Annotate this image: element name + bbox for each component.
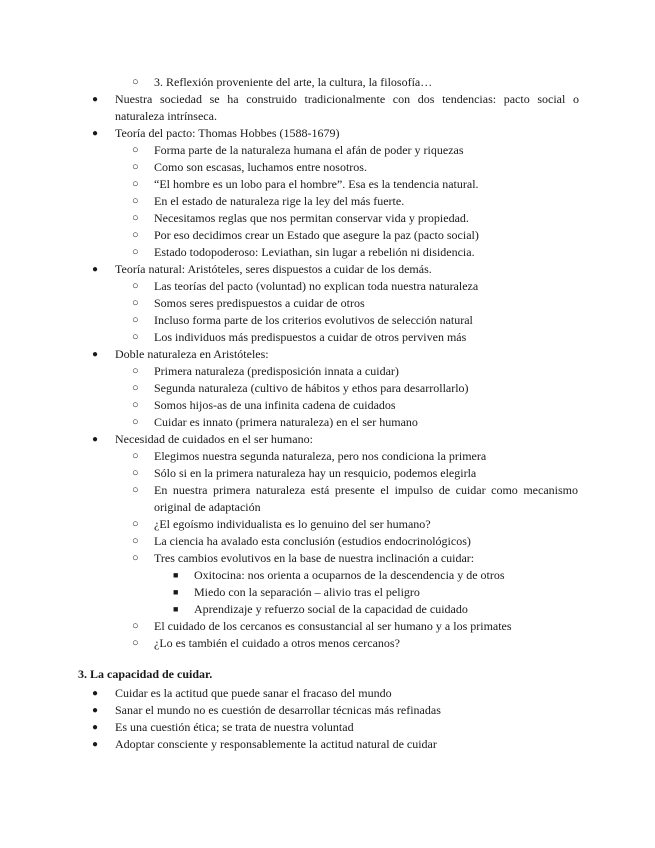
list-item-level-2 bbox=[0, 618, 578, 635]
list-item-text: Somos seres predispuestos a cuidar de otros bbox=[154, 296, 365, 310]
hollow-bullet-icon: ○ bbox=[132, 161, 139, 173]
list-item-text: ¿El egoísmo individualista es lo genuino del ser humano? bbox=[154, 517, 431, 531]
list-item-level-2 bbox=[0, 397, 578, 414]
filled-bullet-icon: ● bbox=[92, 94, 99, 105]
hollow-bullet-icon: ○ bbox=[132, 484, 139, 496]
hollow-bullet-icon: ○ bbox=[132, 212, 139, 224]
list-item-level-2 bbox=[0, 278, 578, 295]
list-item-level-3 bbox=[0, 601, 578, 618]
hollow-bullet-icon: ○ bbox=[132, 450, 139, 462]
list-item-level-2 bbox=[0, 516, 578, 533]
list-item-level-1 bbox=[0, 685, 579, 702]
hollow-bullet-icon: ○ bbox=[132, 637, 139, 649]
list-item-text: Segunda naturaleza (cultivo de hábitos y ethos para desarrollarlo) bbox=[154, 381, 469, 395]
list-item-text: En nuestra primera naturaleza está presente el impulso de cuidar como mecanismo original de adaptación bbox=[154, 483, 578, 514]
list-item-level-1 bbox=[0, 719, 579, 736]
list-item-level-2 bbox=[0, 414, 578, 431]
list-item-level-1 bbox=[0, 736, 579, 753]
list-item-text: Primera naturaleza (predisposición innata a cuidar) bbox=[154, 364, 399, 378]
outline-list bbox=[0, 74, 655, 652]
hollow-bullet-icon: ○ bbox=[132, 297, 139, 309]
hollow-bullet-icon: ○ bbox=[132, 331, 139, 343]
list-item-text: Somos hijos-as de una infinita cadena de cuidados bbox=[154, 398, 396, 412]
filled-bullet-icon: ● bbox=[92, 705, 99, 716]
list-item-level-2 bbox=[0, 380, 578, 397]
list-item-text: El cuidado de los cercanos es consustancial al ser humano y a los primates bbox=[154, 619, 512, 633]
filled-bullet-icon: ● bbox=[92, 739, 99, 750]
list-item-level-2 bbox=[0, 295, 578, 312]
hollow-bullet-icon: ○ bbox=[132, 518, 139, 530]
hollow-bullet-icon: ○ bbox=[132, 229, 139, 241]
list-item-level-2 bbox=[0, 193, 578, 210]
hollow-bullet-icon: ○ bbox=[132, 314, 139, 326]
list-item-text: Teoría del pacto: Thomas Hobbes (1588-1679) bbox=[115, 126, 340, 140]
list-item-level-3 bbox=[0, 584, 578, 601]
list-item-text: Teoría natural: Aristóteles, seres dispuestos a cuidar de los demás. bbox=[115, 262, 432, 276]
square-bullet-icon: ■ bbox=[173, 570, 179, 580]
list-item-text: Estado todopoderoso: Leviathan, sin lugar a rebelión ni disidencia. bbox=[154, 245, 475, 259]
list-item-level-2 bbox=[0, 533, 578, 550]
list-item-text: Es una cuestión ética; se trata de nuestra voluntad bbox=[115, 720, 354, 734]
list-item-level-2 bbox=[0, 227, 578, 244]
list-item-level-2 bbox=[0, 363, 578, 380]
list-item-text: Las teorías del pacto (voluntad) no explican toda nuestra naturaleza bbox=[154, 279, 479, 293]
list-item-text: Como son escasas, luchamos entre nosotros. bbox=[154, 160, 367, 174]
square-bullet-icon: ■ bbox=[173, 587, 179, 597]
list-item-level-3 bbox=[0, 567, 578, 584]
list-item-level-2 bbox=[0, 329, 578, 346]
list-item-level-1 bbox=[0, 125, 579, 142]
list-item-text: Necesitamos reglas que nos permitan conservar vida y propiedad. bbox=[154, 211, 469, 225]
list-item-level-1 bbox=[0, 261, 579, 278]
filled-bullet-icon: ● bbox=[92, 688, 99, 699]
list-item-text: “El hombre es un lobo para el hombre”. Esa es la tendencia natural. bbox=[154, 177, 479, 191]
list-item-text: Adoptar consciente y responsablemente la actitud natural de cuidar bbox=[115, 737, 437, 751]
list-item-text: Cuidar es la actitud que puede sanar el fracaso del mundo bbox=[115, 686, 392, 700]
list-item-text: Miedo con la separación – alivio tras el peligro bbox=[194, 585, 420, 599]
square-bullet-icon: ■ bbox=[173, 604, 179, 614]
hollow-bullet-icon: ○ bbox=[132, 467, 139, 479]
list-item-text: Cuidar es innato (primera naturaleza) en el ser humano bbox=[154, 415, 418, 429]
filled-bullet-icon: ● bbox=[92, 434, 99, 445]
list-item-text: Doble naturaleza en Aristóteles: bbox=[115, 347, 269, 361]
list-item-text: ¿Lo es también el cuidado a otros menos cercanos? bbox=[154, 636, 400, 650]
filled-bullet-icon: ● bbox=[92, 128, 99, 139]
list-item-level-1 bbox=[0, 702, 579, 719]
list-item-level-2 bbox=[0, 244, 578, 261]
hollow-bullet-icon: ○ bbox=[132, 382, 139, 394]
hollow-bullet-icon: ○ bbox=[132, 246, 139, 258]
list-item-level-2 bbox=[0, 448, 578, 465]
list-item-text: Sanar el mundo no es cuestión de desarrollar técnicas más refinadas bbox=[115, 703, 441, 717]
section-3-list bbox=[0, 685, 655, 753]
filled-bullet-icon: ● bbox=[92, 264, 99, 275]
list-item-level-2 bbox=[0, 159, 578, 176]
list-item-text: Por eso decidimos crear un Estado que asegure la paz (pacto social) bbox=[154, 228, 479, 242]
list-item-text: Aprendizaje y refuerzo social de la capacidad de cuidado bbox=[194, 602, 468, 616]
document-content bbox=[0, 74, 655, 753]
hollow-bullet-icon: ○ bbox=[132, 195, 139, 207]
list-item-text: Incluso forma parte de los criterios evolutivos de selección natural bbox=[154, 313, 473, 327]
list-item-text: Tres cambios evolutivos en la base de nuestra inclinación a cuidar: bbox=[154, 551, 475, 565]
hollow-bullet-icon: ○ bbox=[132, 399, 139, 411]
hollow-bullet-icon: ○ bbox=[132, 144, 139, 156]
list-item-level-2 bbox=[0, 176, 578, 193]
filled-bullet-icon: ● bbox=[92, 349, 99, 360]
list-item-text: 3. Reflexión proveniente del arte, la cultura, la filosofía… bbox=[154, 75, 433, 89]
list-item-text: Oxitocina: nos orienta a ocuparnos de la descendencia y de otros bbox=[194, 568, 505, 582]
list-item-level-1 bbox=[0, 346, 579, 363]
hollow-bullet-icon: ○ bbox=[132, 535, 139, 547]
list-item-text: Elegimos nuestra segunda naturaleza, pero nos condiciona la primera bbox=[154, 449, 487, 463]
list-item-level-1 bbox=[0, 91, 579, 125]
list-item-level-2 bbox=[0, 210, 578, 227]
hollow-bullet-icon: ○ bbox=[132, 416, 139, 428]
list-item-text: En el estado de naturaleza rige la ley del más fuerte. bbox=[154, 194, 405, 208]
list-item-level-1 bbox=[0, 431, 579, 448]
list-item-text: La ciencia ha avalado esta conclusión (estudios endocrinológicos) bbox=[154, 534, 471, 548]
hollow-bullet-icon: ○ bbox=[132, 76, 139, 88]
hollow-bullet-icon: ○ bbox=[132, 620, 139, 632]
list-item-level-2 bbox=[0, 312, 578, 329]
list-item-level-2 bbox=[0, 482, 578, 516]
hollow-bullet-icon: ○ bbox=[132, 178, 139, 190]
hollow-bullet-icon: ○ bbox=[132, 552, 139, 564]
list-item-text: Sólo si en la primera naturaleza hay un resquicio, podemos elegirla bbox=[154, 466, 477, 480]
list-item-level-2 bbox=[0, 635, 578, 652]
list-item-level-2 bbox=[0, 74, 578, 91]
list-item-level-2 bbox=[0, 550, 578, 567]
list-item-text: Nuestra sociedad se ha construido tradicionalmente con dos tendencias: pacto social o naturaleza intrínseca. bbox=[115, 92, 579, 123]
list-item-text: Necesidad de cuidados en el ser humano: bbox=[115, 432, 313, 446]
list-item-text: Forma parte de la naturaleza humana el afán de poder y riquezas bbox=[154, 143, 464, 157]
section-heading: 3. La capacidad de cuidar. bbox=[78, 667, 213, 681]
hollow-bullet-icon: ○ bbox=[132, 365, 139, 377]
hollow-bullet-icon: ○ bbox=[132, 280, 139, 292]
filled-bullet-icon: ● bbox=[92, 722, 99, 733]
list-item-level-2 bbox=[0, 142, 578, 159]
list-item-level-2 bbox=[0, 465, 578, 482]
list-item-text: Los individuos más predispuestos a cuidar de otros perviven más bbox=[154, 330, 467, 344]
